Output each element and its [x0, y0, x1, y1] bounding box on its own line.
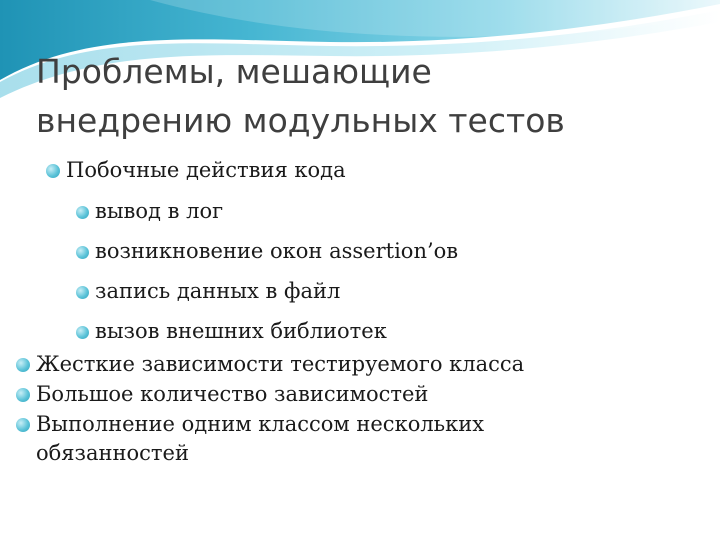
bullet-text: [36, 410, 484, 468]
bullet-text-line-2: обязанностей: [36, 441, 189, 465]
sub-bullet-text: возникновение окон assertion’ов: [95, 239, 459, 263]
sub-bullet-item: [76, 197, 686, 226]
bullet-item: [16, 410, 686, 468]
bullet-item: [16, 350, 686, 379]
sub-bullet-item: [76, 237, 686, 266]
bullet-list: [36, 156, 686, 469]
sub-bullet-item: [76, 317, 686, 346]
bullet-icon: [16, 418, 30, 432]
bullet-icon: [46, 164, 60, 178]
sub-bullet-text: запись данных в файл: [95, 279, 341, 303]
slide-title: [36, 47, 565, 145]
bullet-text: Побочные действия кода: [66, 158, 346, 182]
bullet-item: [16, 380, 686, 409]
sub-bullet-text: вывод в лог: [95, 199, 224, 223]
bullet-icon: [76, 326, 89, 339]
bullet-text-line-1: Выполнение одним классом нескольких: [36, 412, 485, 436]
bullet-icon: [16, 388, 30, 402]
title-line-1: Проблемы, мешающие: [36, 52, 432, 91]
bullet-icon: [76, 246, 89, 259]
bullet-icon: [76, 286, 89, 299]
bullet-text: Большое количество зависимостей: [36, 382, 429, 406]
bullet-icon: [16, 358, 30, 372]
bullet-item: [46, 156, 686, 185]
bullet-icon: [76, 206, 89, 219]
sub-bullet-item: [76, 277, 686, 306]
sub-bullet-text: вызов внешних библиотек: [95, 319, 387, 343]
title-line-2: внедрению модульных тестов: [36, 101, 565, 140]
bullet-text: Жесткие зависимости тестируемого класса: [36, 352, 525, 376]
